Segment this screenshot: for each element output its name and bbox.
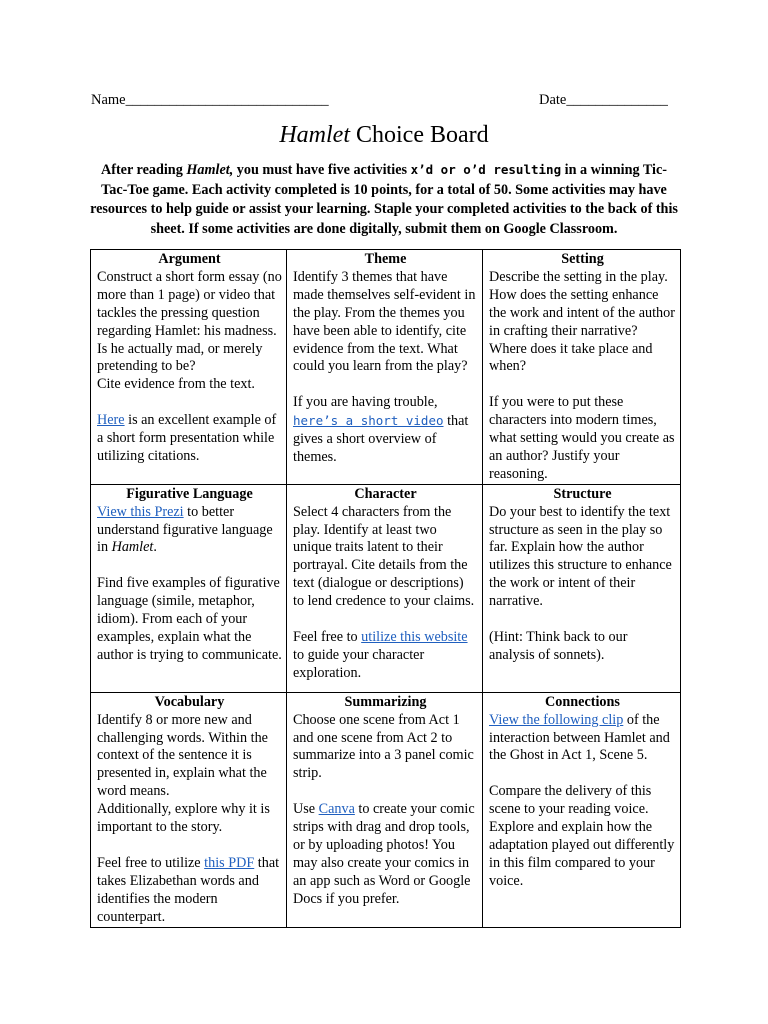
link-short-video[interactable]: here’s a short video [293, 413, 444, 429]
intro-text: After reading [100, 162, 187, 178]
cell-heading: Connections [545, 693, 620, 710]
cell-text: Cite evidence from the text. [97, 376, 255, 393]
cell-argument [91, 250, 287, 485]
cell-heading: Setting [561, 251, 604, 267]
cell-vocabulary [91, 692, 287, 927]
cell-heading: Theme [364, 251, 407, 267]
intro-mono: x’d or o’d resulting [410, 162, 562, 177]
cell-text-span: that gives a short overview of themes. [293, 413, 469, 465]
link-canva[interactable]: Canva [318, 801, 355, 818]
cell-text-span: If you are having trouble, [293, 394, 438, 411]
cell-heading: Character [354, 485, 417, 502]
cell-text-span: to better understand figurative language in [97, 503, 273, 556]
cell-heading: Summarizing [344, 693, 427, 710]
cell-text-span: to guide your character exploration. [293, 646, 425, 681]
name-field-label: Name____________________________ [91, 92, 329, 108]
cell-text: (Hint: Think back to our analysis of sonnets). [489, 629, 628, 663]
cell-text-span: of the interaction between Hamlet and the Ghost in Act 1, Scene 5. [489, 711, 670, 764]
cell-setting [483, 250, 681, 485]
cell-text: Find five examples of figurative language (simile, metaphor, idiom). From each of your examples, explain what the author is trying to communicate. [97, 575, 282, 663]
cell-text: Choose one scene from Act 1 and one scene from Act 2 to summarize into a 3 panel comic strip. [293, 711, 474, 782]
cell-text-span: is an excellent example of a short form presentation while utilizing citations. [97, 412, 277, 464]
cell-text-span: Feel free to [293, 629, 362, 645]
cell-text [489, 712, 676, 766]
link-pdf[interactable]: this PDF [204, 854, 255, 871]
cell-text: Compare the delivery of this scene to your reading voice. Explore and explain how the adaptation played out differently in this film compared to your voice. [489, 783, 675, 889]
cell-text: Identify 3 themes that have made themselves self-evident in the play. From the themes you have been able to identify, cite evidence from the text. What could you learn from the play? [293, 268, 476, 375]
cell-heading: Argument [158, 251, 221, 267]
cell-text-span: Use [293, 801, 319, 818]
cell-text: Select 4 characters from the play. Identify at least two unique traits latent to their portrayal. Cite details from the text (dialogue or descriptions) to lend credence to your claims. [293, 503, 475, 610]
cell-text [293, 629, 478, 683]
intro-italic: Hamlet, [186, 162, 234, 178]
cell-text: Additionally, explore why it is important to the story. [97, 801, 270, 836]
choice-board-grid [90, 249, 681, 928]
cell-text-span: Feel free to utilize [97, 854, 205, 871]
cell-theme [287, 250, 483, 485]
cell-text [293, 801, 478, 908]
cell-heading: Structure [553, 485, 612, 502]
cell-text: Do your best to identify the text structure as seen in the play so far. Explain how the author utilizes this structure to enhance the work or intent of their narrative. [489, 503, 672, 610]
cell-connections [483, 692, 681, 927]
cell-text-italic: Hamlet [111, 539, 154, 556]
title-italic: Hamlet [279, 122, 350, 148]
cell-figurative-language [91, 484, 287, 692]
link-here[interactable]: Here [97, 412, 125, 429]
cell-text [97, 855, 282, 927]
cell-heading: Vocabulary [154, 693, 225, 710]
cell-character [287, 484, 483, 692]
cell-structure [483, 484, 681, 692]
link-clip[interactable]: View the following clip [489, 711, 624, 728]
cell-text-span: to create your comic strips with drag and drop tools, or by uploading photos! You may also create your comics in an app such as Word or Google Docs if you prefer. [293, 801, 475, 907]
instructions-paragraph [90, 160, 678, 240]
cell-text [293, 394, 478, 467]
page-title [0, 122, 768, 149]
link-website[interactable]: utilize this website [361, 629, 468, 645]
cell-text [97, 504, 282, 558]
cell-summarizing [287, 692, 483, 927]
link-prezi[interactable]: View this Prezi [97, 503, 184, 520]
cell-heading: Figurative Language [126, 485, 253, 502]
intro-text: you must have five activities [233, 162, 411, 178]
cell-text: Describe the setting in the play. How does the setting enhance the work and intent of the author in crafting their narrative? Where does it take place and when? [489, 268, 675, 375]
cell-text-span: that takes Elizabethan words and identifies the modern counterpart. [97, 854, 280, 925]
title-rest: Choice Board [350, 122, 489, 148]
cell-text-span: . [153, 539, 157, 556]
cell-text: If you were to put these characters into modern times, what setting would you create as an author? Justify your reasoning. [489, 394, 675, 482]
cell-text [97, 412, 282, 466]
intro-text: in a winning Tic-Tac-Toe game. Each activity completed is 10 points, for a total of 50. Some activities may have resources to help guide or assist your learning. Staple your completed activities to the back of this sheet. If some activities are done digitally, submit them on Google Classroom. [90, 162, 678, 238]
cell-text: Construct a short form essay (no more than 1 page) or video that tackles the pressing question regarding Hamlet: his madness. Is he actually mad, or merely pretending to be? [97, 268, 282, 375]
cell-text: Identify 8 or more new and challenging words. Within the context of the sentence it is presented in, explain what the word means. [97, 711, 268, 800]
date-field-label: Date______________ [539, 92, 668, 108]
